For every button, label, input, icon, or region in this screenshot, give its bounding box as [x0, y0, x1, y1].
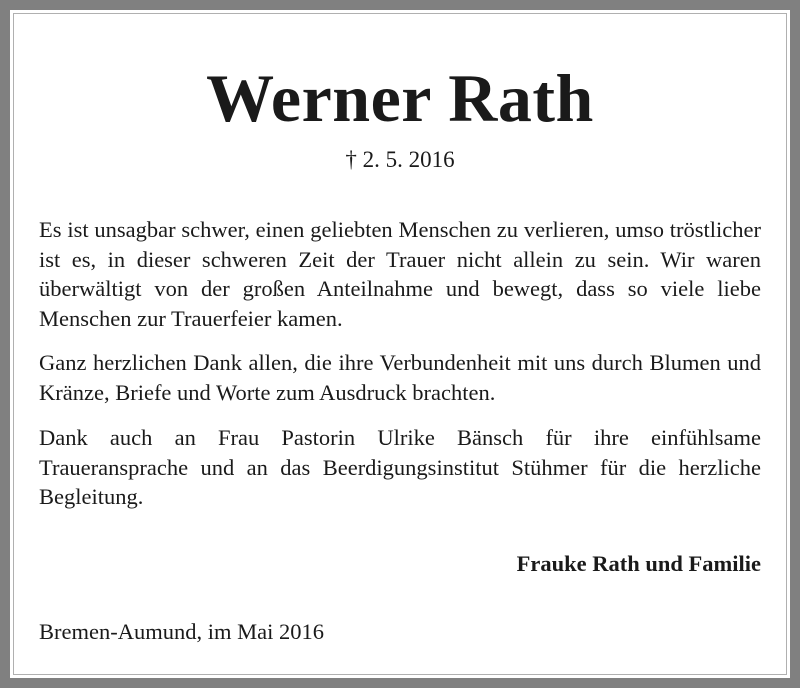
deceased-name: Werner Rath [206, 60, 594, 136]
place-and-date: Bremen-Aumund, im Mai 2016 [39, 619, 324, 644]
thanks-paragraph-2: Ganz herzlichen Dank allen, die ihre Verbundenheit mit uns durch Blumen und Kränze, Briefe und Worte zum Ausdruck brachten. [39, 350, 761, 405]
thanks-paragraph-1: Es ist unsagbar schwer, einen geliebten Menschen zu verlieren, umso tröstlicher ist es, in dieser schweren Zeit der Trauer nicht allein zu sein. Wir waren überwältigt von der großen Anteilnahme und bewegt, dass so viele liebe Menschen zur Trauerfeier kamen. [39, 217, 761, 331]
signature: Frauke Rath und Familie [516, 551, 761, 576]
death-date: † 2. 5. 2016 [345, 147, 455, 172]
thanks-paragraph-3: Dank auch an Frau Pastorin Ulrike Bänsch für ihre einfühlsame Traueransprache und an das Beerdigungsinstitut Stühmer für die herzliche Begleitung. [39, 425, 761, 509]
